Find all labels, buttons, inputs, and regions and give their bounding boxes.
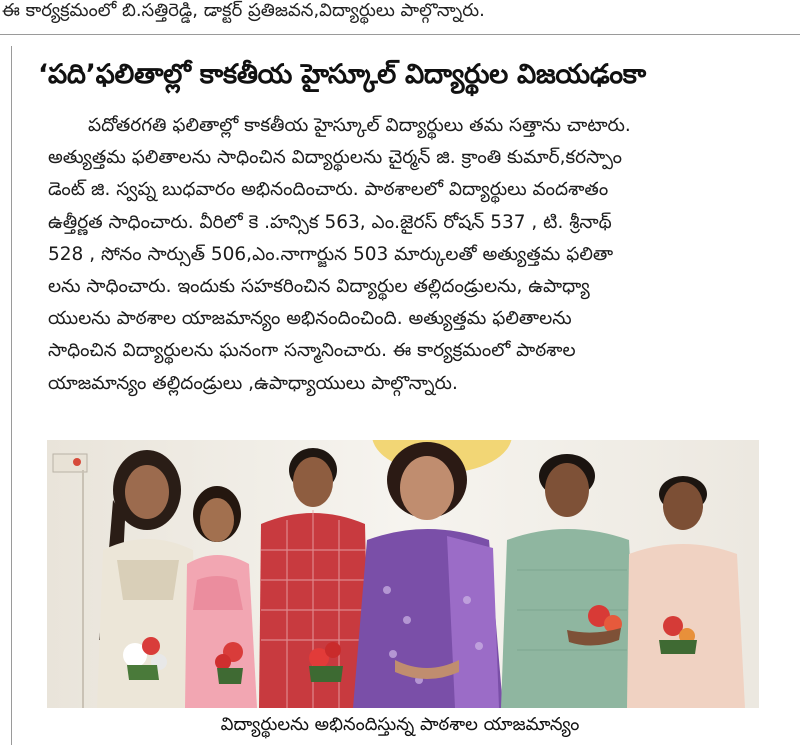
section-divider [0,34,800,35]
body-line: సాధించిన విద్యార్థులను ఘనంగా సన్మానించారు. ఈ కార్యక్రమంలో పాఠశాల [48,340,576,362]
article-body [48,110,760,432]
body-line: యులను పాఠశాల యాజమాన్యం అభినందించింది. అత్యుత్తమ ఫలితాలను [48,308,572,330]
photo-caption: విద్యార్థులను అభినందిస్తున్న పాఠశాల యాజమాన్యం [220,714,580,735]
previous-article-tail: ఈ కార్యక్రమంలో బి.సత్తిరెడ్డి, డాక్టర్ ప్రతిజవన,విద్యార్థులు పాల్గొన్నారు. [2,0,485,21]
body-line: ఉత్తీర్ణత సాధించారు. వీరిలో కె .హన్సిక 563, ఎం.జైరస్ రోషన్ 537 , టి. శ్రీనాథ్ [48,211,612,233]
body-line: 528 , సోనం సార్సుత్ 506,ఎం.నాగార్జున 503 మార్కులతో అత్యుత్తమ ఫలితా [48,243,614,265]
group-photo-illustration [47,440,759,708]
column-rule [11,46,12,745]
body-line: అత్యుత్తమ ఫలితాలను సాధించిన విద్యార్థులను చైర్మన్ జి. క్రాంతి కుమార్,కరస్పాం [48,147,622,169]
body-line: డెంట్ జి. స్వప్న బుధవారం అభినందించారు. పాఠశాలలో విద్యార్థులు వందశాతం [48,179,609,201]
group-photo [47,440,759,708]
body-line: లను సాధించారు. ఇందుకు సహకరించిన విద్యార్థుల తల్లిదండ్రులను, ఉపాధ్యా [48,275,590,297]
article-headline: ‘పది’ఫలితాల్లో కాకతీయ హైస్కూల్ విద్యార్థుల విజయఢంకా [38,59,646,90]
body-line: యాజమాన్యం తల్లిదండ్రులు ,ఉపాధ్యాయులు పాల్గొన్నారు. [48,372,458,394]
body-line: పదోతరగతి ఫలితాల్లో కాకతీయ హైస్కూల్ విద్యార్థులు తమ సత్తాను చాటారు. [88,115,631,136]
